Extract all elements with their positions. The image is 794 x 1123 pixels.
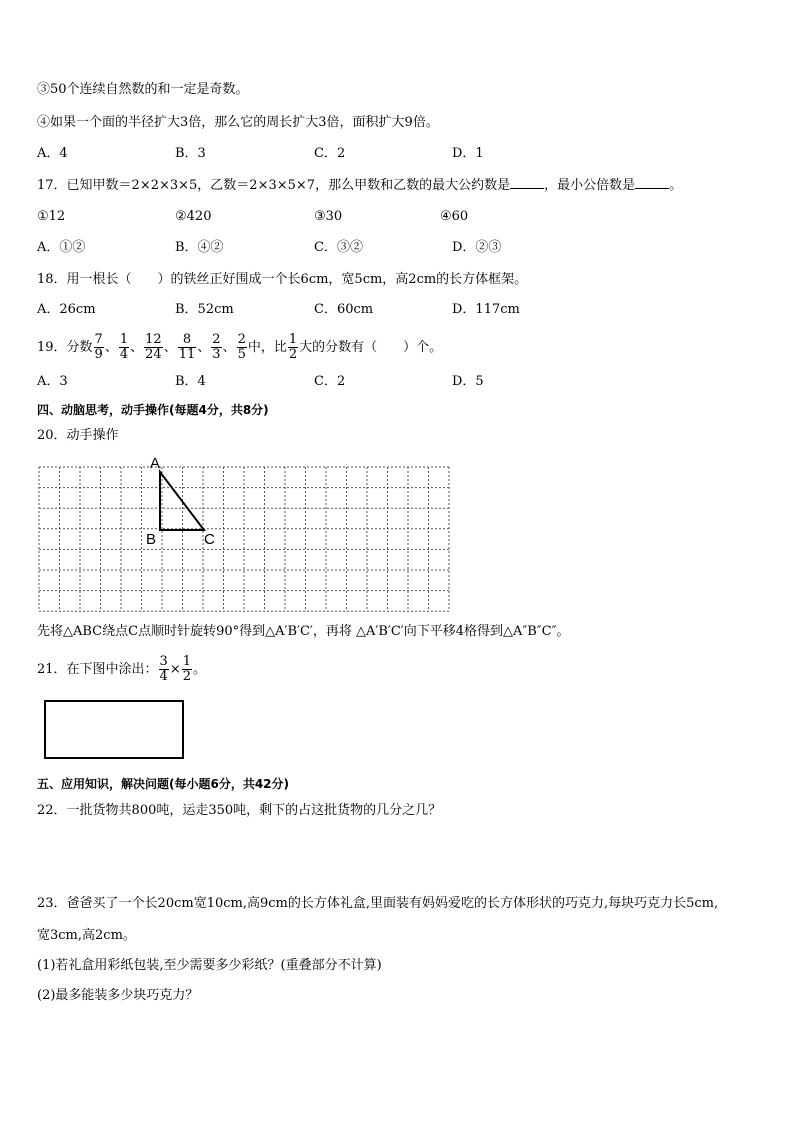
q21-suffix: 。 xyxy=(193,662,207,677)
q17-blank-gcd xyxy=(510,176,544,189)
q17-choice-1: ①12 xyxy=(37,209,66,224)
q17-text-prefix: 17．已知甲数＝2×2×3×5，乙数＝2×3×5×7，那么甲数和乙数的最大公约数是 xyxy=(37,178,511,193)
q17-option-b: B．④② xyxy=(175,240,224,255)
q17-option-d: D．②③ xyxy=(452,240,502,255)
q19-sep: 、 xyxy=(130,340,144,355)
q17-text-middle: ，最小公倍数是 xyxy=(544,178,636,193)
q19-sep: 、 xyxy=(197,340,211,355)
q19-fraction-2: $\frac{1}{4}$ xyxy=(119,332,129,362)
q20-instruction: 先将△ABC绕点C点顺时针旋转90°得到△A′B′C′，再将 △A′B′C′向下平移4格得到△A″B″C″。 xyxy=(37,624,570,639)
q17-option-a: A．①② xyxy=(37,240,86,255)
q19-option-c: C．2 xyxy=(314,374,346,389)
q18-option-d: D．117cm xyxy=(452,302,520,317)
q17-choice-3: ③30 xyxy=(314,209,343,224)
q19-sep: 、 xyxy=(104,340,118,355)
section-5-heading: 五、应用知识，解决问题(每小题6分，共42分) xyxy=(37,777,290,791)
vertex-a-label: A xyxy=(150,455,161,472)
q19-fraction-6: $\frac{2}{5}$ xyxy=(237,332,246,362)
vertex-c-label: C xyxy=(204,531,215,548)
q19-option-b: B．4 xyxy=(175,374,206,389)
q21-question xyxy=(37,648,206,692)
q18-option-b: B．52cm xyxy=(175,302,234,317)
q22-question: 22．一批货物共800吨，运走350吨，剩下的占这批货物的几分之几？ xyxy=(37,803,442,818)
q16-option-a: A．4 xyxy=(37,146,68,161)
q23-line-1: 23．爸爸买了一个长20cm宽10cm,高9cm的长方体礼盒,里面装有妈妈爱吃的长方体形状的巧克力,每块巧克力长5cm, xyxy=(37,896,719,911)
q23-line-2: 宽3cm,高2cm。 xyxy=(37,928,136,943)
q16-option-c: C．2 xyxy=(314,146,346,161)
q19-fraction-5: $\frac{2}{3}$ xyxy=(212,332,221,362)
q16-item-3: ③50个连续自然数的和一定是奇数。 xyxy=(37,82,249,97)
q19-mid: 中，比 xyxy=(247,340,287,355)
q19-question xyxy=(37,326,442,370)
q19-option-d: D．5 xyxy=(452,374,484,389)
q16-item-4: ④如果一个面的半径扩大3倍，那么它的周长扩大3倍，面积扩大9倍。 xyxy=(37,115,439,130)
grid-lines xyxy=(39,467,449,611)
q19-fraction-1: $\frac{7}{9}$ xyxy=(94,332,103,362)
q17-question xyxy=(37,176,682,195)
q19-fraction-4: $\frac{8}{11}$ xyxy=(178,332,196,362)
q21-fraction-2: $\frac{1}{2}$ xyxy=(182,654,192,684)
q19-prefix: 19．分数 xyxy=(37,340,93,355)
q19-suffix: 大的分数有（ ）个。 xyxy=(299,340,443,355)
q17-option-c: C．③② xyxy=(314,240,363,255)
q19-reference-fraction: $\frac{1}{2}$ xyxy=(288,332,298,362)
q20-grid-figure xyxy=(38,455,453,614)
q21-rectangle xyxy=(44,700,184,759)
q21-times: × xyxy=(169,662,181,677)
q19-fraction-3: $\frac{12}{24}$ xyxy=(145,332,162,362)
q17-choice-4: ④60 xyxy=(440,209,469,224)
vertex-b-label: B xyxy=(146,531,157,548)
q21-fraction-1: $\frac{3}{4}$ xyxy=(159,654,168,684)
q20-title: 20．动手操作 xyxy=(37,428,119,443)
q17-blank-lcm xyxy=(635,176,669,189)
q23-sub-1: (1)若礼盒用彩纸包装,至少需要多少彩纸？(重叠部分不计算) xyxy=(37,958,382,973)
q19-option-a: A．3 xyxy=(37,374,68,389)
q19-sep: 、 xyxy=(163,340,177,355)
q18-option-c: C．60cm xyxy=(314,302,374,317)
q18-option-a: A．26cm xyxy=(37,302,96,317)
q17-choice-2: ②420 xyxy=(175,209,212,224)
q16-option-b: B．3 xyxy=(175,146,206,161)
q17-text-suffix: 。 xyxy=(669,178,683,193)
q21-prefix: 21．在下图中涂出： xyxy=(37,662,158,677)
q19-sep: 、 xyxy=(222,340,236,355)
section-4-heading: 四、动脑思考，动手操作(每题4分，共8分) xyxy=(37,403,269,417)
q23-sub-2: (2)最多能装多少块巧克力？ xyxy=(37,988,199,1003)
q16-option-d: D．1 xyxy=(452,146,484,161)
q18-question: 18．用一根长（ ）的铁丝正好围成一个长6cm，宽5cm，高2cm的长方体框架。 xyxy=(37,272,528,287)
